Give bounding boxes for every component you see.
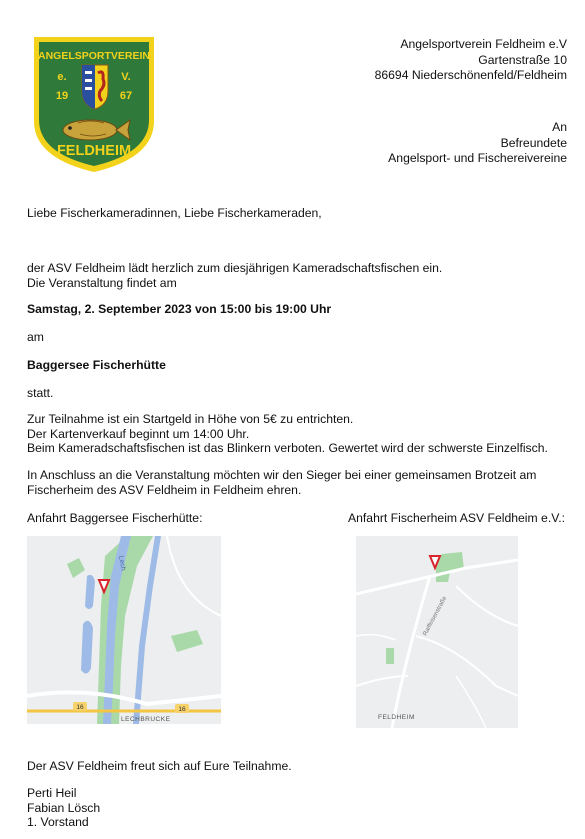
after-paragraph: [27, 468, 536, 497]
after-line-2: Fischerheim des ASV Feldheim in Feldheim ehren.: [27, 482, 302, 497]
sender-street: Gartenstraße 10: [478, 52, 567, 67]
map1-road-label: 16: [76, 704, 84, 711]
salutation: Liebe Fischerkameradinnen, Liebe Fischerkameraden,: [27, 206, 322, 220]
map-baggersee[interactable]: [27, 536, 221, 724]
map2-street-label: Raiffeisenstraße: [422, 595, 449, 637]
after-line-1: In Anschluss an die Veranstaltung möchten wir den Sieger bei einer gemeinsamen Brotzeit am: [27, 468, 537, 482]
logo-year-left: 19: [55, 90, 69, 102]
sender-city: 86694 Niederschönenfeld/Feldheim: [374, 68, 567, 82]
map1-caption: Anfahrt Baggersee Fischerhütte:: [27, 511, 203, 525]
coat-of-arms-icon: [82, 65, 108, 109]
map1-road-label-2: 16: [178, 706, 186, 713]
statt-text: statt.: [27, 386, 54, 400]
info-line-2: Der Kartenverkauf beginnt um 14:00 Uhr.: [27, 426, 250, 441]
map1-town-label: LECHBRUCKE: [121, 716, 171, 723]
sender-address: [375, 37, 567, 84]
recipient-line-3: Angelsport- und Fischereivereine: [388, 151, 567, 165]
logo-ev-right: V.: [121, 71, 131, 83]
logo-bottom-text: FELDHEIM: [56, 143, 132, 159]
event-location: Baggersee Fischerhütte: [27, 358, 166, 372]
map1-river-label: Lech: [117, 555, 127, 572]
am-text: am: [27, 330, 44, 344]
logo-year-right: 67: [119, 90, 133, 102]
signature-block: [27, 786, 100, 830]
closing-line: Der ASV Feldheim freut sich auf Eure Teilnahme.: [27, 759, 292, 773]
intro-line-1: der ASV Feldheim lädt herzlich zum diesjährigen Kameradschaftsfischen ein.: [27, 261, 443, 275]
logo-top-text: ANGELSPORTVEREIN: [37, 50, 151, 62]
map-fischerheim[interactable]: [356, 536, 518, 728]
intro-line-2: Die Veranstaltung findet am: [27, 275, 177, 290]
logo-ev-left: e.: [57, 71, 67, 83]
greeting: Perti Heil: [27, 786, 77, 800]
info-line-3: Beim Kameradschaftsfischen ist das Blinkern verboten. Gewertet wird der schwerste Einzelfisch.: [27, 441, 548, 455]
info-line-1: Zur Teilnahme ist ein Startgeld in Höhe von 5€ zu entrichten.: [27, 412, 354, 426]
recipient-address: [388, 120, 567, 167]
map2-caption: Anfahrt Fischerheim ASV Feldheim e.V.:: [348, 511, 565, 525]
signer-name: Fabian Lösch: [27, 800, 101, 815]
club-logo: [30, 33, 158, 175]
signer-role: 1. Vorstand: [27, 815, 89, 829]
recipient-line-1: An: [552, 120, 567, 134]
recipient-line-2: Befreundete: [500, 135, 567, 150]
intro-paragraph: [27, 261, 442, 290]
sender-name: Angelsportverein Feldheim e.V: [400, 37, 567, 51]
event-date: Samstag, 2. September 2023 von 15:00 bis 19:00 Uhr: [27, 302, 332, 316]
map2-town-label: FELDHEIM: [378, 714, 415, 721]
info-paragraph: [27, 412, 548, 456]
